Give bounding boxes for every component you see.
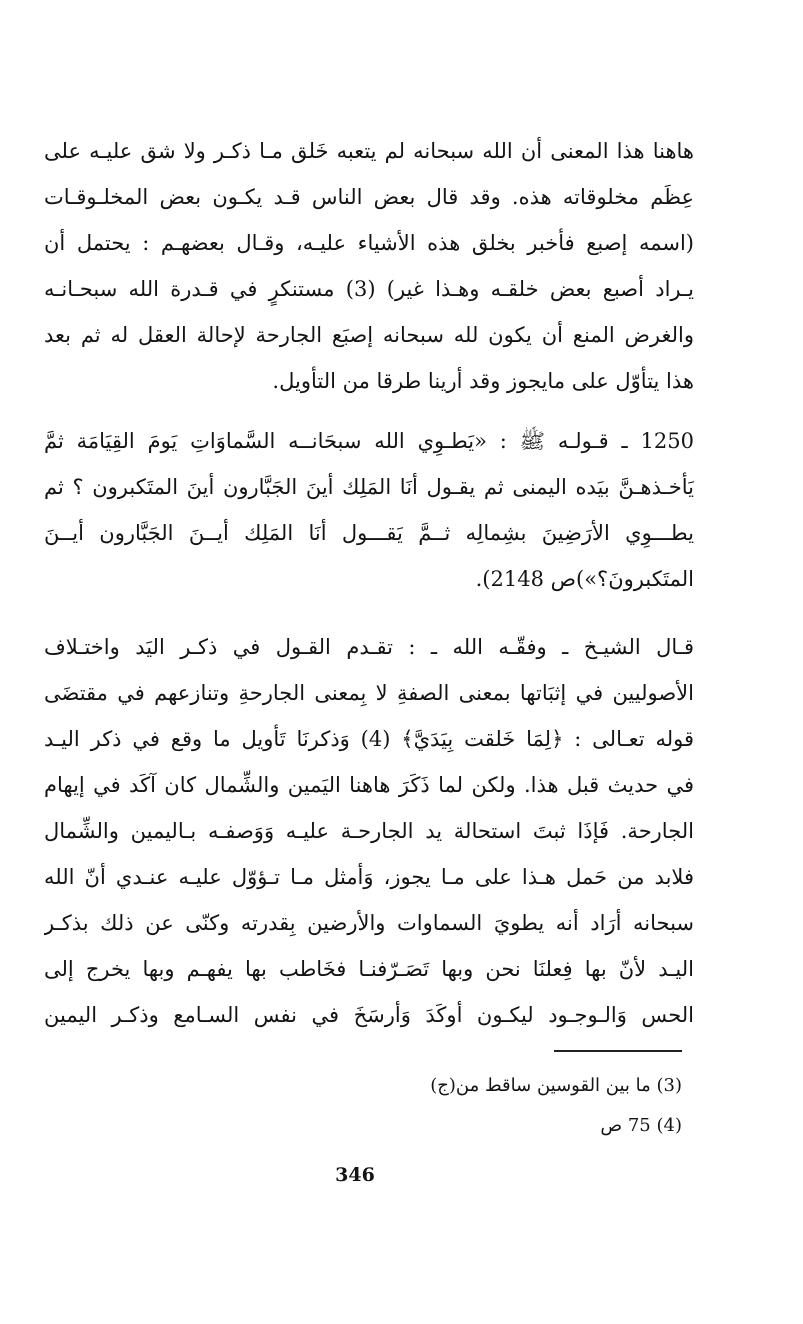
text-line: فلابد من حَمل هـذا على مـا يجوز، وَأمثل مـا تـؤوّل عليـه عنـدي أنّ الله [44,865,694,889]
text-line: والغرض المنع أن يكون لله سبحانه إصبَع الجارحة لإحالة العقل له ثم بعد [44,323,694,347]
text-line: يـراد أصبع بعض خلقـه وهـذا غير) (3) مستنكرٍ في قـدرة الله سبحـانـه [44,277,694,301]
text-line: المتَكبرونَ؟»)ص 2148). [475,567,694,591]
text-line: سبحانه أرَاد أنه يطويَ السماوات والأرضين بِقدرته وكنّى عن ذلك بذكـر [44,911,694,935]
text-line: الحس وَالـوجـود ليكـون أوكَدَ وَأرسَخَ في نفس السـامع وذكـر اليمين [44,1003,694,1027]
text-line: قوله تعـالى : ﴿لِمَا خَلقت بِيَدَيَّ﴾ (4) وَذكرنَا تَأويل ما وقع في ذكر اليـد [44,727,694,751]
text-line: يطـــوِي الأرَضِينَ بشِمالِه ثــمَّ يَقـــول أنَا المَلِك أيــنَ الجَبَّارون أيــنَ [44,521,694,545]
text-line: قـال الشيـخ ـ وفقّـه الله ـ : تقـدم القـول في ذكـر اليَد واختـلاف [44,635,694,659]
text-line: الجارحة. فَإذَا ثبتَ استحالة يد الجارحـة عليـه وَوَصفـه بـاليمين والشِّمال [44,819,694,843]
text-line: عِظَم مخلوقاته هذه. وقد قال بعض الناس قـد يكـون بعض المخلـوقـات [44,185,694,209]
page-number: 346 [335,1164,375,1186]
paragraph-2-hadith [44,418,694,602]
footnotes [380,1066,682,1146]
text-line: (اسمه إصبع فأخبر بخلق هذه الأشياء عليـه، وقـال بعضهـم : يحتمل أن [44,231,694,255]
text-line: اليـد لأنّ بها فِعلنَا نحن وبها تَصَـرّفنـا فخَاطب بها يفهـم وبها يخرج إلى [44,957,694,981]
paragraph-1 [44,128,694,404]
footnote: (3) ما بين القوسين ساقط من(ج) [430,1075,682,1096]
text-line: 1250 ـ قـولـه ﷺ : «يَطـوِي الله سبحَانــه السَّماوَاتِ يَومَ القِيَامَة ثمَّ [44,429,694,453]
text-line: هذا يتأوّل على مايجوز وقد أرينا طرقا من التأويل. [272,369,694,393]
footnote-divider [554,1050,682,1052]
paragraph-3-commentary [44,624,694,1038]
text-line: في حديث قبل هذا. ولكن لما ذَكَرَ هاهنا اليَمين والشِّمال كان آكَد في إيهام [44,773,694,797]
text-line: هاهنا هذا المعنى أن الله سبحانه لم يتعبه خَلق مـا ذكـر ولا شق عليـه على [44,139,694,163]
text-line: الأصوليين في إثبَاتها بمعنى الصفةِ لا بِمعنى الجارحةِ وتنازعهم في مقتضَى [44,681,694,705]
footnote: (4) 75 ص [600,1115,682,1136]
text-line: يَأخـذهـنَّ بيَده اليمنى ثم يقـول أنَا المَلِك أينَ الجَبَّارون أينَ المتَكبرون ؟ ثم [44,475,694,499]
